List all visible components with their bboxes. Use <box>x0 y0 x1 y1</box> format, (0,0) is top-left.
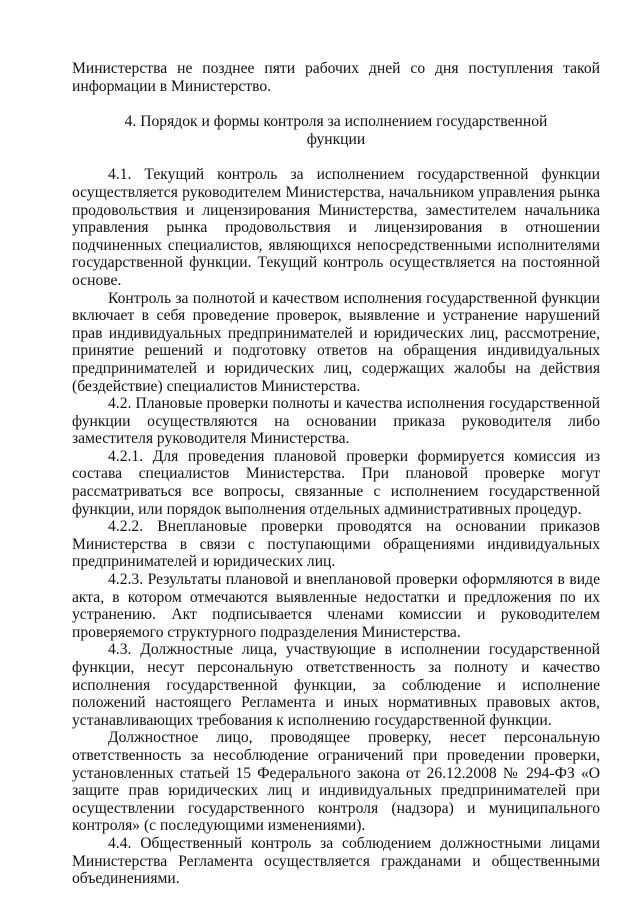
document-page <box>72 60 600 888</box>
paragraph-4-1: 4.1. Текущий контроль за исполнением государственной функции осуществляется руководителем Министерства, начальником управления рынка продовольствия и лицензирования Министерства, заместителем начальника управления рынка продовольствия и лицензирования в отношении подчиненных специалистов, являющихся непосредственными исполнителями государственной функции. Текущий контроль осуществляется на постоянной основе. <box>72 166 600 289</box>
paragraph-4-2: 4.2. Плановые проверки полноты и качества исполнения государственной функции осуществляются на основании приказа руководителя либо заместителя руководителя Министерства. <box>72 395 600 448</box>
paragraph-official-responsibility: Должностное лицо, проводящее проверку, несет персональную ответственность за несоблюдение ограничений при проведении проверки, установленных статьей 15 Федерального закона от 26.12.2008 № 294-ФЗ «О защите прав юридических лиц и индивидуальных предпринимателей при осуществлении государственного контроля (надзора) и муниципального контроля» (с последующими изменениями). <box>72 729 600 835</box>
section-heading-line-1: 4. Порядок и формы контроля за исполнением государственной <box>124 113 548 131</box>
paragraph-4-2-3: 4.2.3. Результаты плановой и внеплановой проверки оформляются в виде акта, в котором отмечаются выявленные недостатки и предложения по их устранению. Акт подписывается членами комиссии и руководителем проверяемого структурного подразделения Министерства. <box>72 571 600 641</box>
paragraph-control-scope: Контроль за полнотой и качеством исполнения государственной функции включает в себя проведение проверок, выявление и устранение нарушений прав индивидуальных предпринимателей и юридических лиц, рассмотрение, принятие решений и подготовку ответов на обращения индивидуальных предпринимателей и юридических лиц, содержащих жалобы на действия (бездействие) специалистов Министерства. <box>72 289 600 395</box>
paragraph-4-4: 4.4. Общественный контроль за соблюдением должностными лицами Министерства Регламента осуществляется гражданами и общественными объединениями. <box>72 834 600 888</box>
section-heading <box>72 113 600 148</box>
intro-paragraph: Министерства не позднее пяти рабочих дней со дня поступления такой информации в Министерство. <box>72 60 600 95</box>
paragraph-4-2-2: 4.2.2. Внеплановые проверки проводятся на основании приказов Министерства в связи с поступающими обращениями индивидуальных предпринимателей и юридических лиц. <box>72 518 600 571</box>
section-heading-line-2: функции <box>306 130 366 148</box>
paragraph-4-3: 4.3. Должностные лица, участвующие в исполнении государственной функции, несут персональную ответственность за полноту и качество исполнения государственной функции, за соблюдение и исполнение положений настоящего Регламента и иных нормативных правовых актов, устанавливающих требования к исполнению государственной функции. <box>72 641 600 729</box>
paragraph-4-2-1: 4.2.1. Для проведения плановой проверки формируется комиссия из состава специалистов Министерства. При плановой проверке могут рассматриваться все вопросы, связанные с исполнением государственной функции, или порядок выполнения отдельных административных процедур. <box>72 447 600 518</box>
